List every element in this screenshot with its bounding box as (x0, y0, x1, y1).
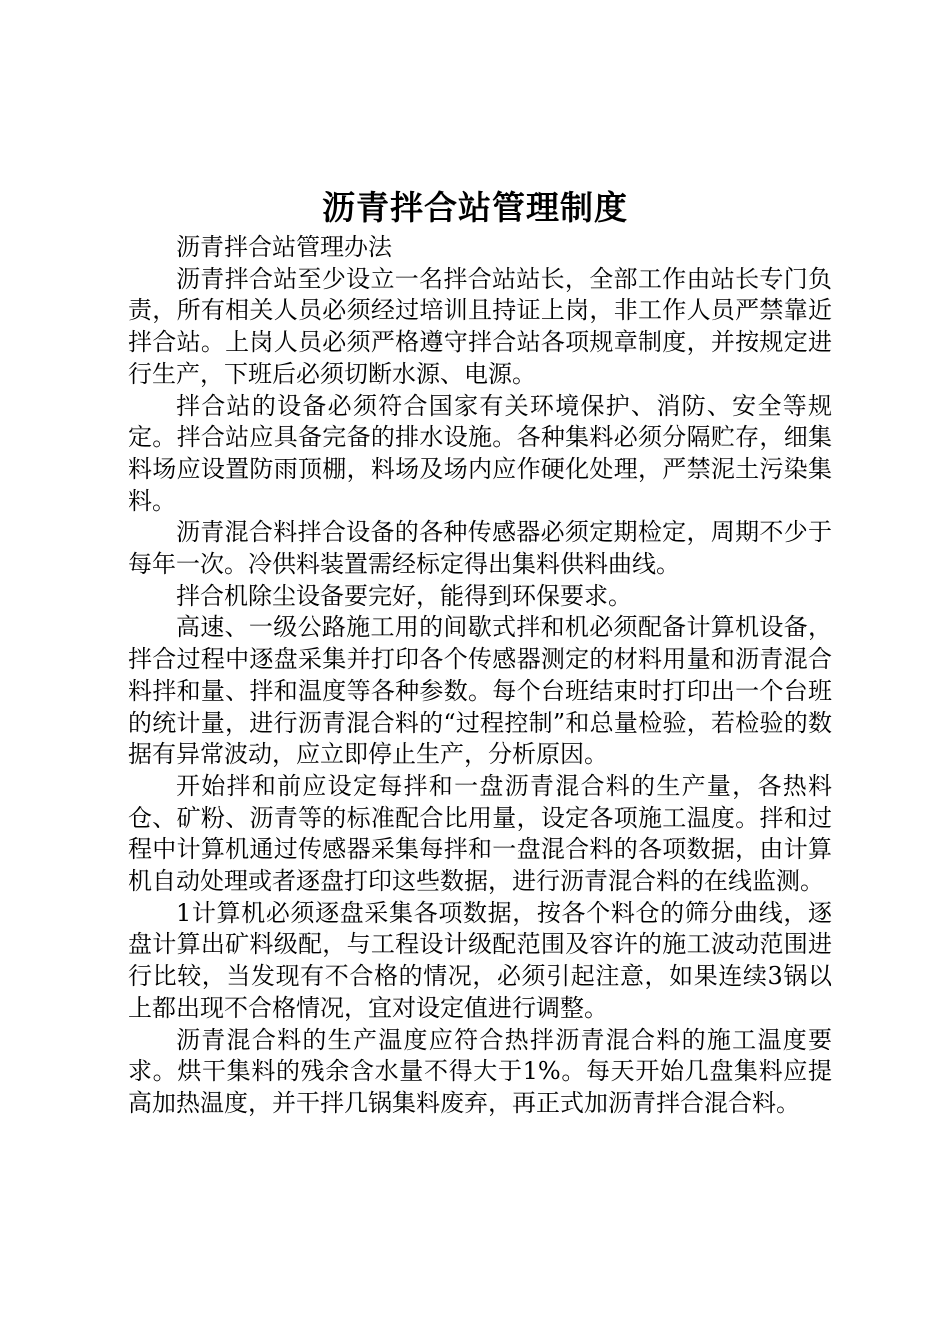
paragraph: 拌合站的设备必须符合国家有关环境保护、消防、安全等规定。拌合站应具备完备的排水设施。各种集料必须分隔贮存，细集料场应设置防雨顶棚，料场及场内应作硬化处理，严禁泥土污染集料。 (128, 391, 832, 515)
paragraph: 沥青混合料的生产温度应符合热拌沥青混合料的施工温度要求。烘干集料的残余含水量不得大于1%。每天开始几盘集料应提高加热温度，并干拌几锅集料废弃，再正式加沥青拌合混合料。 (128, 1025, 832, 1117)
document-title: 沥青拌合站管理制度 (322, 188, 628, 227)
paragraph: 沥青拌合站至少设立一名拌合站站长，全部工作由站长专门负责，所有相关人员必须经过培训且持证上岗，非工作人员严禁靠近拌合站。上岗人员必须严格遵守拌合站各项规章制度，并按规定进行生产，下班后必须切断水源、电源。 (128, 264, 832, 388)
paragraph: 拌合机除尘设备要完好，能得到环保要求。 (176, 581, 632, 610)
paragraph: 沥青混合料拌合设备的各种传感器必须定期检定，周期不少于每年一次。冷供料装置需经标定得出集料供料曲线。 (128, 518, 832, 579)
paragraph: 开始拌和前应设定每拌和一盘沥青混合料的生产量，各热料仓、矿粉、沥青等的标准配合比用量，设定各项施工温度。拌和过程中计算机通过传感器采集每拌和一盘混合料的各项数据，由计算机自动处理或者逐盘打印这些数据，进行沥青混合料的在线监测。 (128, 771, 832, 896)
paragraph-subtitle: 沥青拌合站管理办法 (176, 233, 392, 261)
document-body (128, 232, 832, 1120)
paragraph: 1计算机必须逐盘采集各项数据，按各个料仓的筛分曲线，逐盘计算出矿料级配，与工程设计级配范围及容许的施工波动范围进行比较，当发现有不合格的情况，必须引起注意，如果连续3锅以上都出现不合格情况，宜对设定值进行调整。 (128, 898, 832, 1022)
paragraph: 高速、一级公路施工用的间歇式拌和机必须配备计算机设备，拌合过程中逐盘采集并打印各个传感器测定的材料用量和沥青混合料拌和量、拌和温度等各种参数。每个台班结束时打印出一个台班的统计量，进行沥青混合料的“过程控制”和总量检验，若检验的数据有异常波动，应立即停止生产，分析原因。 (128, 613, 832, 769)
